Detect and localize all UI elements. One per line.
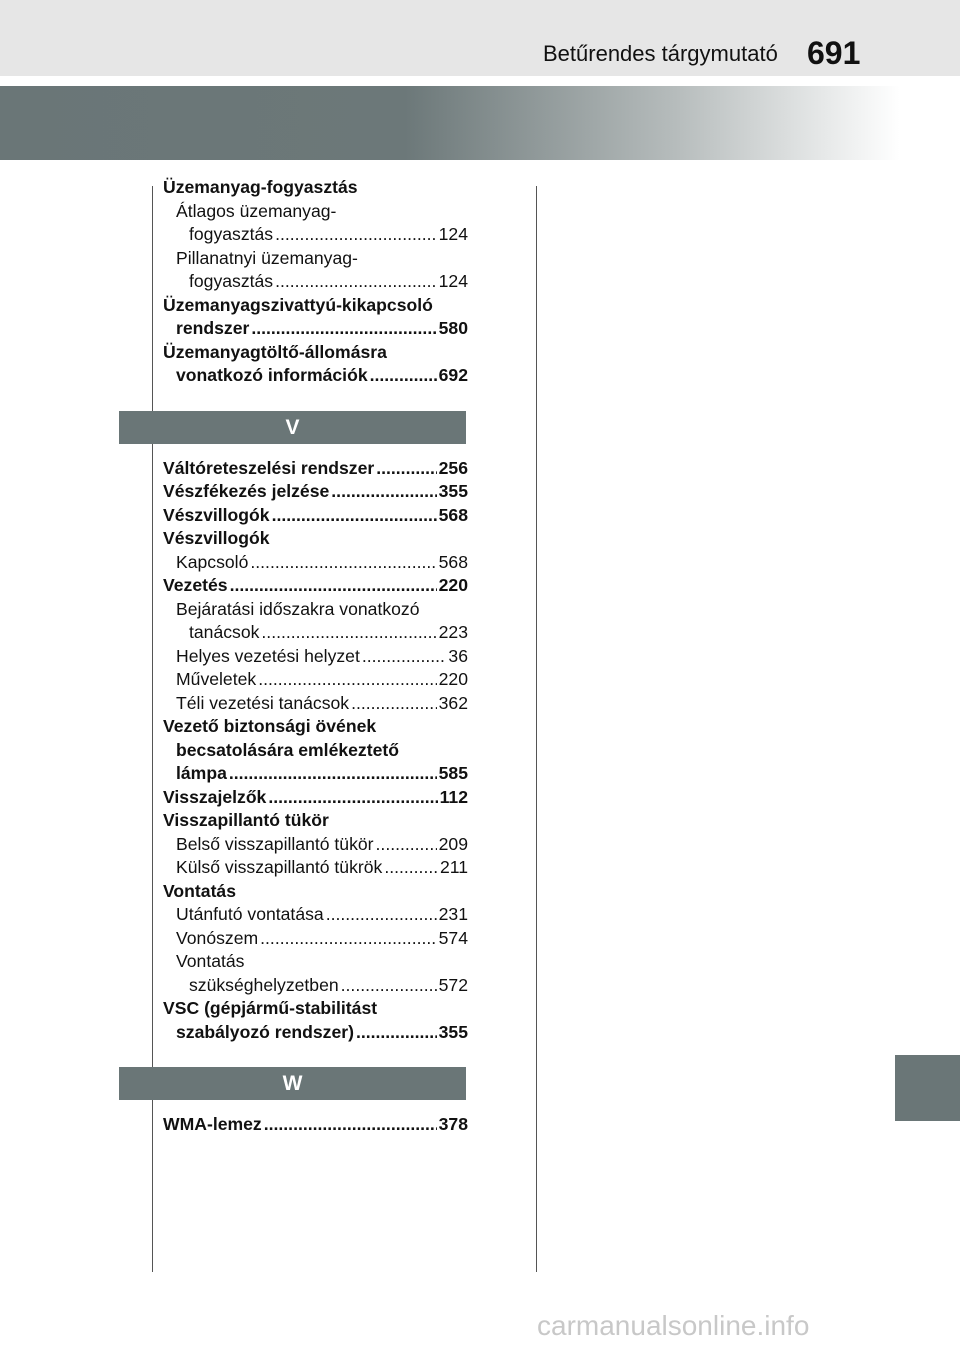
entry-page-number[interactable]: 355 bbox=[438, 1021, 468, 1042]
dot-leader bbox=[272, 504, 437, 528]
index-main-entry bbox=[163, 176, 468, 200]
entry-text: Vontatás bbox=[163, 880, 236, 901]
dot-leader bbox=[230, 574, 437, 598]
index-sub-entry bbox=[163, 668, 468, 692]
index-main-entry bbox=[163, 574, 468, 598]
entry-text: lámpa bbox=[176, 763, 227, 783]
entry-text: Vészfékezés jelzése bbox=[163, 481, 330, 501]
entry-page-number[interactable]: 209 bbox=[438, 833, 468, 854]
entry-text: Vészvillogók bbox=[163, 528, 270, 548]
entry-text: Helyes vezetési helyzet bbox=[176, 645, 360, 666]
dot-leader bbox=[275, 270, 437, 294]
entry-text: rendszer bbox=[176, 318, 250, 338]
index-sub-entry bbox=[163, 903, 468, 927]
index-sub-entry bbox=[163, 927, 468, 951]
index-main-entry bbox=[163, 457, 468, 481]
entry-text: szükséghelyzetben bbox=[189, 974, 339, 995]
entry-text: Belső visszapillantó tükör bbox=[176, 833, 374, 854]
index-sub-entry bbox=[163, 247, 468, 294]
index-sub-entry bbox=[163, 200, 468, 247]
entry-text: Pillanatnyi üzemanyag- bbox=[176, 247, 358, 268]
entry-text: fogyasztás bbox=[189, 271, 274, 291]
dot-leader bbox=[356, 1021, 437, 1045]
entry-page-number[interactable]: 211 bbox=[439, 857, 468, 877]
entry-text: Külső visszapillantó tükrök bbox=[176, 857, 383, 877]
entry-text: Kapcsoló bbox=[176, 551, 249, 572]
entry-text: WMA-lemez bbox=[163, 1114, 262, 1134]
entry-page-number[interactable]: 568 bbox=[438, 551, 468, 572]
index-column bbox=[163, 176, 468, 1137]
entry-text: Utánfutó vontatása bbox=[176, 904, 324, 924]
dot-leader bbox=[376, 833, 437, 857]
entry-text: fogyasztás bbox=[189, 224, 274, 244]
entry-page-number[interactable]: 124 bbox=[438, 271, 468, 291]
index-sub-entry bbox=[163, 833, 468, 857]
page-header-title: Betűrendes tárgymutató bbox=[543, 41, 778, 66]
index-main-entry bbox=[163, 786, 468, 810]
dot-leader bbox=[251, 317, 436, 341]
section-letter-bar: W bbox=[119, 1067, 466, 1100]
page-number: 691 bbox=[807, 35, 861, 71]
column-divider-right bbox=[536, 186, 537, 1272]
dot-leader bbox=[258, 668, 436, 692]
entry-text: Visszajelzők bbox=[163, 786, 267, 807]
entry-text: VSC (gépjármű-stabilitást bbox=[163, 998, 378, 1018]
entry-text: tanácsok bbox=[189, 622, 260, 642]
dot-leader bbox=[264, 1113, 437, 1137]
index-main-entry bbox=[163, 527, 468, 551]
index-sub-entry bbox=[163, 598, 468, 645]
entry-text: szabályozó rendszer) bbox=[176, 1021, 354, 1042]
dot-leader bbox=[268, 786, 437, 810]
entry-page-number[interactable]: 112 bbox=[439, 786, 468, 807]
section-letter-bar: V bbox=[119, 411, 466, 444]
index-main-entry bbox=[163, 294, 468, 341]
entry-page-number[interactable]: 36 bbox=[448, 645, 468, 666]
index-main-entry bbox=[163, 715, 468, 786]
dot-leader bbox=[384, 856, 438, 880]
entry-text: Vészvillogók bbox=[163, 504, 270, 525]
entry-text: Vezetés bbox=[163, 575, 228, 595]
index-sub-entry bbox=[163, 551, 468, 575]
dot-leader bbox=[229, 762, 437, 786]
dot-leader bbox=[370, 364, 437, 388]
entry-text: Üzemanyag-fogyasztás bbox=[163, 177, 358, 197]
index-sub-entry bbox=[163, 645, 468, 669]
entry-text: Vonószem bbox=[176, 927, 259, 948]
entry-text: becsatolására emlékeztető bbox=[176, 739, 399, 760]
entry-page-number[interactable]: 223 bbox=[438, 622, 468, 642]
index-sub-entry bbox=[163, 950, 468, 997]
entry-text: Vezető biztonsági övének bbox=[163, 716, 377, 736]
entry-text: Bejáratási időszakra vonatkozó bbox=[176, 598, 420, 619]
entry-page-number[interactable]: 568 bbox=[438, 504, 468, 525]
entry-text: Műveletek bbox=[176, 669, 257, 689]
index-main-entry bbox=[163, 1113, 468, 1137]
entry-page-number[interactable]: 220 bbox=[438, 669, 468, 689]
index-main-entry bbox=[163, 997, 468, 1044]
entry-page-number[interactable]: 355 bbox=[438, 481, 468, 501]
index-sub-entry bbox=[163, 856, 468, 880]
dot-leader bbox=[250, 551, 436, 575]
entry-text: Üzemanyagszivattyú-kikapcsoló bbox=[163, 294, 433, 315]
entry-page-number[interactable]: 256 bbox=[438, 457, 468, 478]
dot-leader bbox=[351, 692, 437, 716]
index-main-entry bbox=[163, 880, 468, 904]
index-main-entry bbox=[163, 341, 468, 388]
entry-page-number[interactable]: 585 bbox=[438, 763, 468, 783]
entry-page-number[interactable]: 231 bbox=[438, 904, 468, 924]
entry-page-number[interactable]: 362 bbox=[438, 692, 468, 713]
dot-leader bbox=[260, 927, 436, 951]
chapter-tab bbox=[895, 1055, 960, 1121]
index-main-entry bbox=[163, 504, 468, 528]
entry-page-number[interactable]: 378 bbox=[438, 1114, 468, 1134]
entry-text: vonatkozó információk bbox=[176, 365, 368, 385]
dot-leader bbox=[275, 223, 437, 247]
header-gradient-band bbox=[0, 86, 900, 160]
entry-text: Üzemanyagtöltő-állomásra bbox=[163, 341, 387, 362]
index-main-entry bbox=[163, 480, 468, 504]
dot-leader bbox=[326, 903, 437, 927]
entry-text: Átlagos üzemanyag- bbox=[176, 200, 337, 221]
entry-page-number[interactable]: 572 bbox=[438, 974, 468, 995]
entry-page-number[interactable]: 574 bbox=[438, 927, 468, 948]
index-main-entry bbox=[163, 809, 468, 833]
entry-text: Téli vezetési tanácsok bbox=[176, 692, 350, 713]
entry-page-number[interactable]: 220 bbox=[438, 575, 468, 595]
dot-leader bbox=[362, 645, 447, 669]
entry-text: Váltóreteszelési rendszer bbox=[163, 457, 375, 478]
entry-text: Vontatás bbox=[176, 951, 245, 971]
dot-leader bbox=[331, 480, 436, 504]
watermark: carmanualsonline.info bbox=[537, 1310, 810, 1341]
entry-page-number[interactable]: 580 bbox=[438, 318, 468, 338]
dot-leader bbox=[376, 457, 436, 481]
entry-text: Visszapillantó tükör bbox=[163, 810, 329, 830]
index-sub-entry bbox=[163, 692, 468, 716]
entry-page-number[interactable]: 124 bbox=[438, 224, 468, 244]
column-divider-left bbox=[152, 186, 153, 1272]
dot-leader bbox=[341, 974, 437, 998]
entry-page-number[interactable]: 692 bbox=[438, 365, 468, 385]
dot-leader bbox=[261, 621, 436, 645]
